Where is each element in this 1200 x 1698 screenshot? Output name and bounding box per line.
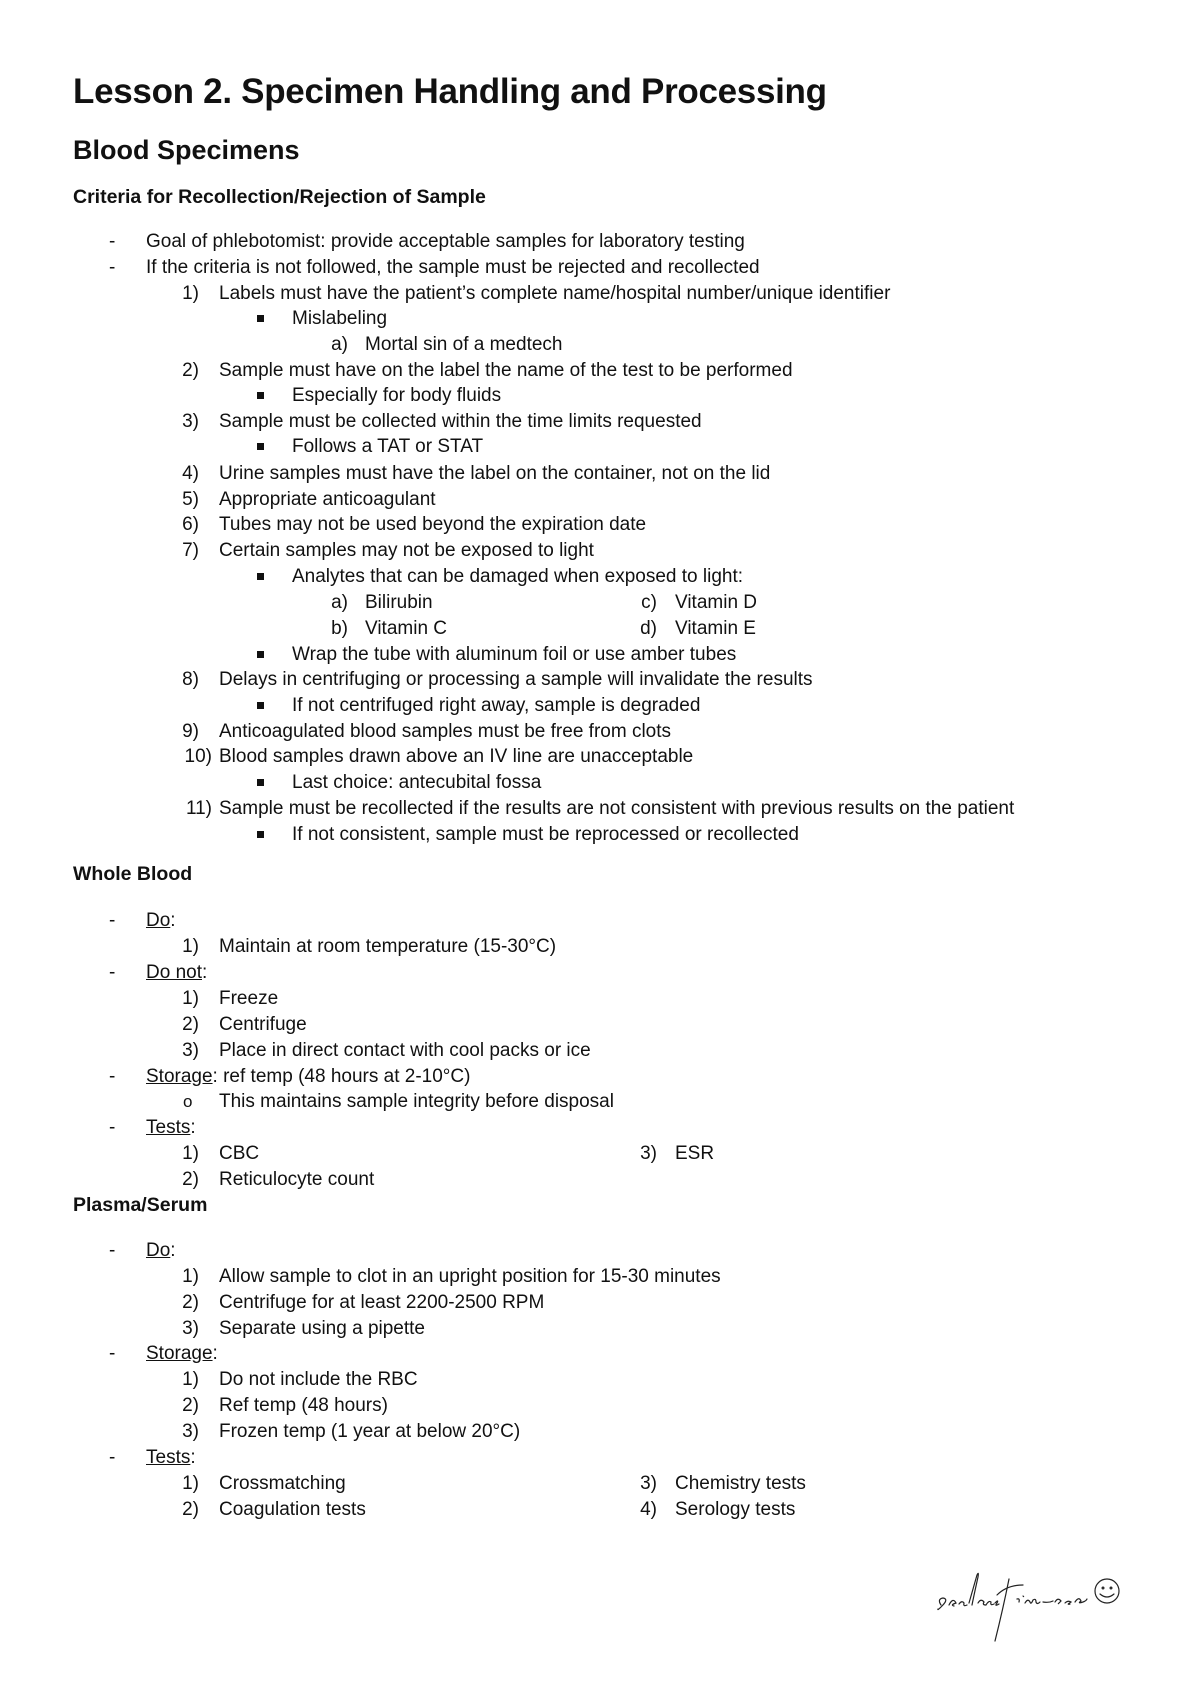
list-letter: d) <box>640 618 657 639</box>
list-item: Anticoagulated blood samples must be free from clots <box>219 721 672 742</box>
list-number: 1) <box>182 936 199 957</box>
list-number: 3) <box>182 411 199 432</box>
plasma-serum-heading: Plasma/Serum <box>73 1194 208 1216</box>
list-item: Reticulocyte count <box>219 1169 375 1190</box>
list-number: 2) <box>182 360 199 381</box>
list-item: Maintain at room temperature (15-30°C) <box>219 936 557 957</box>
square-bullet <box>257 315 264 322</box>
criteria-bullet: If the criteria is not followed, the sample must be rejected and recollected <box>146 257 760 278</box>
list-number: 2) <box>182 1499 199 1520</box>
dash-bullet: - <box>109 1343 116 1364</box>
tests-label: Tests: <box>146 1117 196 1138</box>
list-item: Appropriate anticoagulant <box>219 489 436 510</box>
list-item: Serology tests <box>675 1499 796 1520</box>
dash-bullet: - <box>109 962 116 983</box>
list-item: CBC <box>219 1143 260 1164</box>
list-number: 5) <box>182 489 199 510</box>
dash-bullet: - <box>109 910 116 931</box>
do-not-label: Do not: <box>146 962 208 983</box>
list-item: Delays in centrifuging or processing a sample will invalidate the results <box>219 669 813 690</box>
list-item: Sample must be recollected if the results are not consistent with previous results on the patient <box>219 798 1015 819</box>
list-number: 10) <box>184 746 212 767</box>
list-number: 2) <box>182 1014 199 1035</box>
list-letter: a) <box>331 592 348 613</box>
list-number: 2) <box>182 1395 199 1416</box>
list-item: Tubes may not be used beyond the expiration date <box>219 514 647 535</box>
list-item: Chemistry tests <box>675 1473 806 1494</box>
do-label: Do: <box>146 910 176 931</box>
list-item: Place in direct contact with cool packs or ice <box>219 1040 591 1061</box>
criteria-heading: Criteria for Recollection/Rejection of Sample <box>73 186 486 208</box>
list-number: 1) <box>182 1266 199 1287</box>
list-number: 8) <box>182 669 199 690</box>
square-bullet <box>257 702 264 709</box>
list-number: 3) <box>182 1421 199 1442</box>
list-number: 2) <box>182 1169 199 1190</box>
page-title: Lesson 2. Specimen Handling and Processing <box>73 72 827 111</box>
dash-bullet: - <box>109 1066 116 1087</box>
list-number: 2) <box>182 1292 199 1313</box>
sub-item: Mislabeling <box>292 308 388 329</box>
list-number: 3) <box>182 1040 199 1061</box>
square-bullet <box>257 779 264 786</box>
dash-bullet: - <box>109 1447 116 1468</box>
circle-bullet: o <box>183 1092 193 1111</box>
list-item: Sample must be collected within the time limits requested <box>219 411 702 432</box>
dash-bullet: - <box>109 257 116 278</box>
sub-item: Last choice: antecubital fossa <box>292 772 542 793</box>
list-number: 1) <box>182 283 199 304</box>
list-item: Labels must have the patient’s complete name/hospital number/unique identifier <box>219 283 891 304</box>
list-number: 1) <box>182 1473 199 1494</box>
dash-bullet: - <box>109 231 116 252</box>
list-item: Separate using a pipette <box>219 1318 425 1339</box>
list-item: Frozen temp (1 year at below 20°C) <box>219 1421 521 1442</box>
list-number: 3) <box>640 1473 657 1494</box>
sub-item: Mortal sin of a medtech <box>365 334 563 355</box>
sub-item: Vitamin E <box>675 618 756 639</box>
list-item: Blood samples drawn above an IV line are unacceptable <box>219 746 694 767</box>
sub-item: Bilirubin <box>365 592 433 613</box>
list-letter: a) <box>331 334 348 355</box>
criteria-bullet: Goal of phlebotomist: provide acceptable samples for laboratory testing <box>146 231 745 252</box>
list-number: 11) <box>185 798 212 819</box>
square-bullet <box>257 443 264 450</box>
sub-item: If not centrifuged right away, sample is degraded <box>292 695 701 716</box>
sub-item: Wrap the tube with aluminum foil or use amber tubes <box>292 644 737 665</box>
list-item: Ref temp (48 hours) <box>219 1395 388 1416</box>
dash-bullet: - <box>109 1117 116 1138</box>
list-number: 6) <box>182 514 199 535</box>
list-letter: c) <box>641 592 657 613</box>
list-number: 4) <box>640 1499 657 1520</box>
storage-line: Storage: ref temp (48 hours at 2-10°C) <box>146 1066 471 1087</box>
sub-item: Follows a TAT or STAT <box>292 436 484 457</box>
dash-bullet: - <box>109 1240 116 1261</box>
list-number: 3) <box>182 1318 199 1339</box>
list-number: 9) <box>182 721 199 742</box>
list-number: 1) <box>182 1143 199 1164</box>
list-item: Urine samples must have the label on the container, not on the lid <box>219 463 771 484</box>
square-bullet <box>257 392 264 399</box>
section-heading: Blood Specimens <box>73 135 300 165</box>
sub-item: Vitamin D <box>675 592 758 613</box>
sub-item: This maintains sample integrity before disposal <box>219 1091 614 1112</box>
storage-label: Storage: <box>146 1343 218 1364</box>
square-bullet <box>257 651 264 658</box>
list-item: Sample must have on the label the name of the test to be performed <box>219 360 793 381</box>
list-item: Centrifuge <box>219 1014 307 1035</box>
tests-label: Tests: <box>146 1447 196 1468</box>
list-number: 7) <box>182 540 199 561</box>
list-item: Centrifuge for at least 2200-2500 RPM <box>219 1292 545 1313</box>
list-number: 3) <box>640 1143 657 1164</box>
sub-item: Especially for body fluids <box>292 385 502 406</box>
list-item: Certain samples may not be exposed to light <box>219 540 594 561</box>
whole-blood-heading: Whole Blood <box>73 863 193 885</box>
sub-item: Analytes that can be damaged when exposed to light: <box>292 566 744 587</box>
square-bullet <box>257 831 264 838</box>
list-item: Coagulation tests <box>219 1499 366 1520</box>
list-letter: b) <box>331 618 348 639</box>
list-item: Allow sample to clot in an upright position for 15-30 minutes <box>219 1266 721 1287</box>
list-item: Crossmatching <box>219 1473 346 1494</box>
signature-image <box>935 1565 1135 1650</box>
list-item: Freeze <box>219 988 279 1009</box>
list-number: 1) <box>182 1369 199 1390</box>
list-item: Do not include the RBC <box>219 1369 418 1390</box>
square-bullet <box>257 573 264 580</box>
do-label: Do: <box>146 1240 176 1261</box>
list-number: 1) <box>182 988 199 1009</box>
sub-item: If not consistent, sample must be reprocessed or recollected <box>292 824 799 845</box>
list-number: 4) <box>182 463 199 484</box>
list-item: ESR <box>675 1143 715 1164</box>
sub-item: Vitamin C <box>365 618 448 639</box>
